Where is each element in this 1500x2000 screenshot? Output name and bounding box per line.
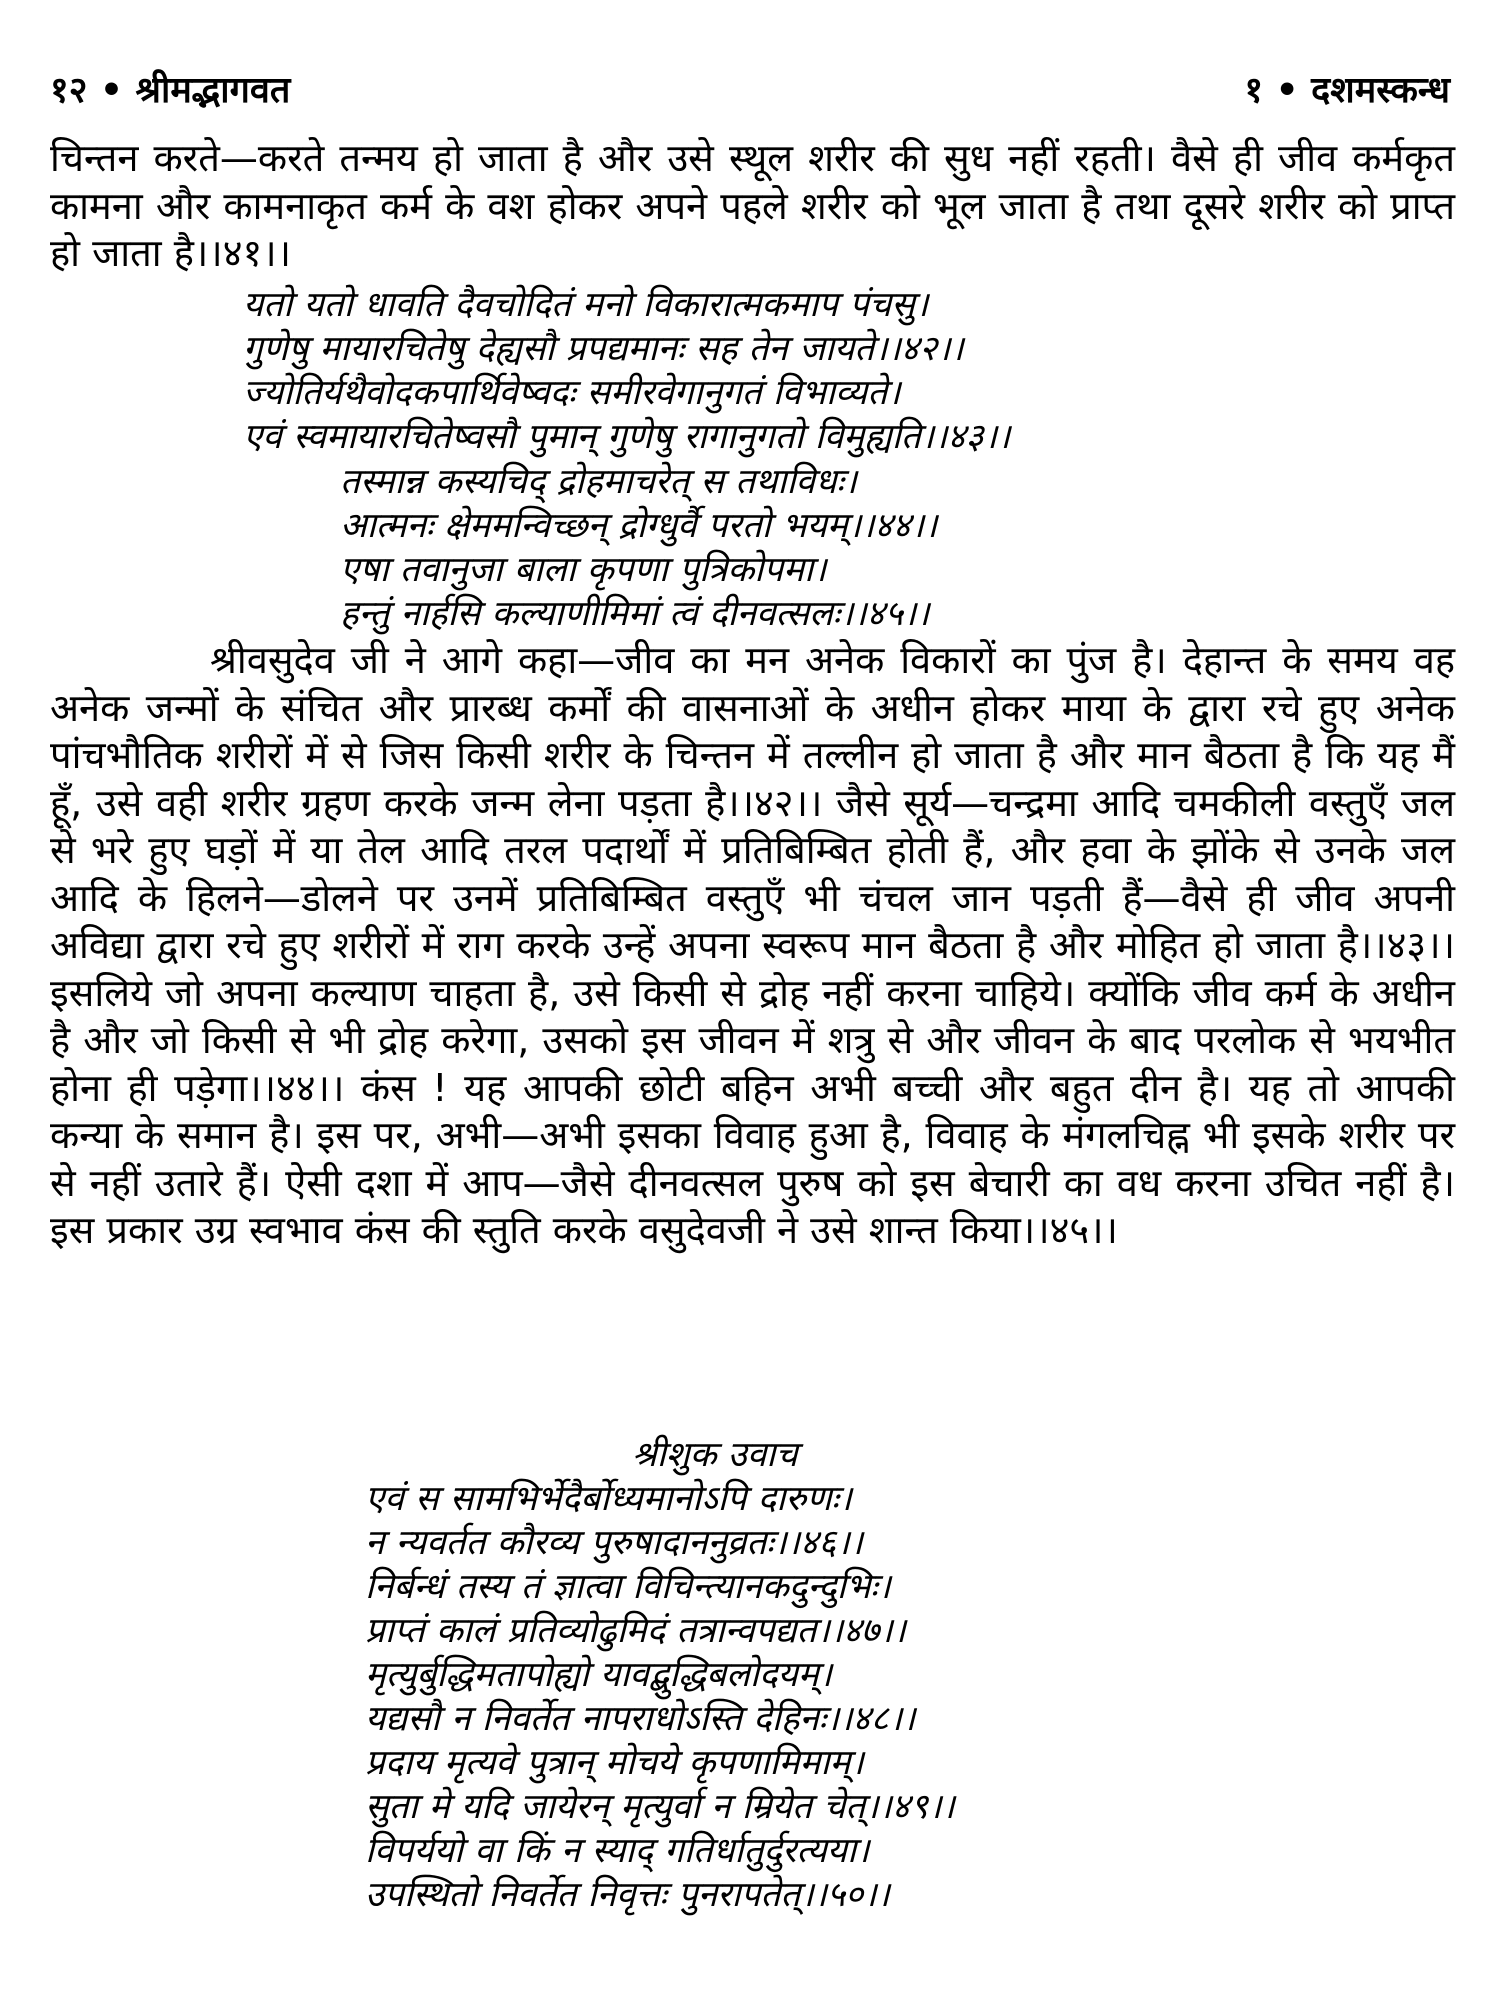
verse-line: तस्मान्न कस्यचिद् द्रोहमाचरेत् स तथाविधः। [340, 462, 857, 502]
verse-block-c [365, 1477, 955, 1917]
verse-line: ज्योतिर्यथैवोदकपार्थिवेष्वदः समीरवेगानुगतं विभाव्यते। [243, 373, 901, 413]
verse-line: उपस्थितो निवर्तेत निवृत्तः पुनरापतेत्।।५०।। [365, 1875, 890, 1915]
verse-line: प्राप्तं कालं प्रतिव्योढुमिदं तत्रान्वपद्यत।।४७।। [365, 1611, 906, 1651]
page-header [50, 58, 1450, 118]
verse-block-a [243, 283, 1010, 459]
verse-line: एवं स्वमायारचितेष्वसौ पुमान् गुणेषु रागानुगतो विमुह्यति।।४३।। [243, 417, 1011, 457]
header-page-title: १२ • श्रीमद्भागवत [50, 69, 291, 111]
verse-block-b [340, 460, 937, 636]
verse-line: यद्यसौ न निवर्तेत नापराधोऽस्ति देहिनः।।४८।। [365, 1699, 916, 1739]
verse-line: हन्तुं नार्हसि कल्याणीमिमां त्वं दीनवत्सलः।।४५।। [340, 594, 930, 634]
verse-line: निर्बन्धं तस्य तं ज्ञात्वा विचिन्त्यानकदुन्दुभिः। [365, 1567, 891, 1607]
verse-line: आत्मनः क्षेममन्विच्छन् द्रोग्धुर्वै परतो भयम्।।४४।। [340, 506, 938, 546]
speaker-heading: श्रीशुक उवाच [632, 1435, 798, 1475]
verse-line: सुता मे यदि जायेरन् मृत्युर्वा न म्रियेत चेत्।।४९।। [365, 1787, 955, 1827]
prose-main: श्रीवसुदेव जी ने आगे कहा—जीव का मन अनेक विकारों का पुंज है। देहान्त के समय वह अनेक जन्मों के संचित और प्रारब्ध कर्मों की वासनाओं के अधीन होकर माया के द्वारा रचे हुए अनेक पांचभौतिक शरीरों में से जिस किसी शरीर के चिन्तन में तल्लीन हो जाता है और मान बैठता है कि यह मैं हूँ, उसे वही शरीर ग्रहण करके जन्म लेना पड़ता है।।४२।। जैसे सूर्य—चन्द्रमा आदि चमकीली वस्तुएँ जल से भरे हुए घड़ों में या तेल आदि तरल पदार्थों में प्रतिबिम्बित होती हैं, और हवा के झोंके से उनके जल आदि के हिलने—डोलने पर उनमें प्रतिबिम्बित वस्तुएँ भी चंचल जान पड़ती हैं—वैसे ही जीव अपनी अविद्या द्वारा रचे हुए शरीरों में राग करके उन्हें अपना स्वरूप मान बैठता है और मोहित हो जाता है।।४३।। इसलिये जो अपना कल्याण चाहता है, उसे किसी से द्रोह नहीं करना चाहिये। क्योंकि जीव कर्म के अधीन है और जो किसी से भी द्रोह करेगा, उसको इस जीवन में शत्रु से और जीवन के बाद परलोक से भयभीत होना ही पड़ेगा।।४४।। कंस ! यह आपकी छोटी बहिन अभी बच्ची और बहुत दीन है। यह तो आपकी कन्या के समान है। इस पर, अभी—अभी इसका विवाह हुआ है, विवाह के मंगलचिह्न भी इसके शरीर पर से नहीं उतारे हैं। ऐसी दशा में आप—जैसे दीनवत्सल पुरुष को इस बेचारी का वध करना उचित नहीं है। इस प्रकार उग्र स्वभाव कंस की स्तुति करके वसुदेवजी ने उसे शान्त किया।।४५।। [50, 638, 1455, 1252]
header-section-title: १ • दशमस्कन्ध [1244, 69, 1450, 111]
verse-line: गुणेषु मायारचितेषु देह्यसौ प्रपद्यमानः सह तेन जायते।।४२।। [243, 329, 964, 369]
verse-line: विपर्ययो वा किं न स्याद् गतिर्धातुर्दुरत्यया। [365, 1831, 870, 1871]
verse-line: यतो यतो धावति दैवचोदितं मनो विकारात्मकमाप पंचसु। [243, 285, 929, 325]
verse-line: एषा तवानुजा बाला कृपणा पुत्रिकोपमा। [340, 550, 827, 590]
verse-line: न न्यवर्तत कौरव्य पुरुषादाननुव्रतः।।४६।। [365, 1523, 863, 1563]
verse-line: प्रदाय मृत्यवे पुत्रान् मोचये कृपणामिमाम्। [365, 1743, 864, 1783]
verse-line: एवं स सामभिर्भेदैर्बोध्यमानोऽपि दारुणः। [365, 1479, 852, 1519]
verse-line: मृत्युर्बुद्धिमतापोह्यो यावद्बुद्धिबलोदयम्। [365, 1655, 833, 1695]
prose-intro: चिन्तन करते—करते तन्मय हो जाता है और उसे स्थूल शरीर की सुध नहीं रहती। वैसे ही जीव कर्मकृत कामना और कामनाकृत कर्म के वश होकर अपने पहले शरीर को भूल जाता है तथा दूसरे शरीर को प्राप्त हो जाता है।।४१।। [50, 136, 1455, 275]
